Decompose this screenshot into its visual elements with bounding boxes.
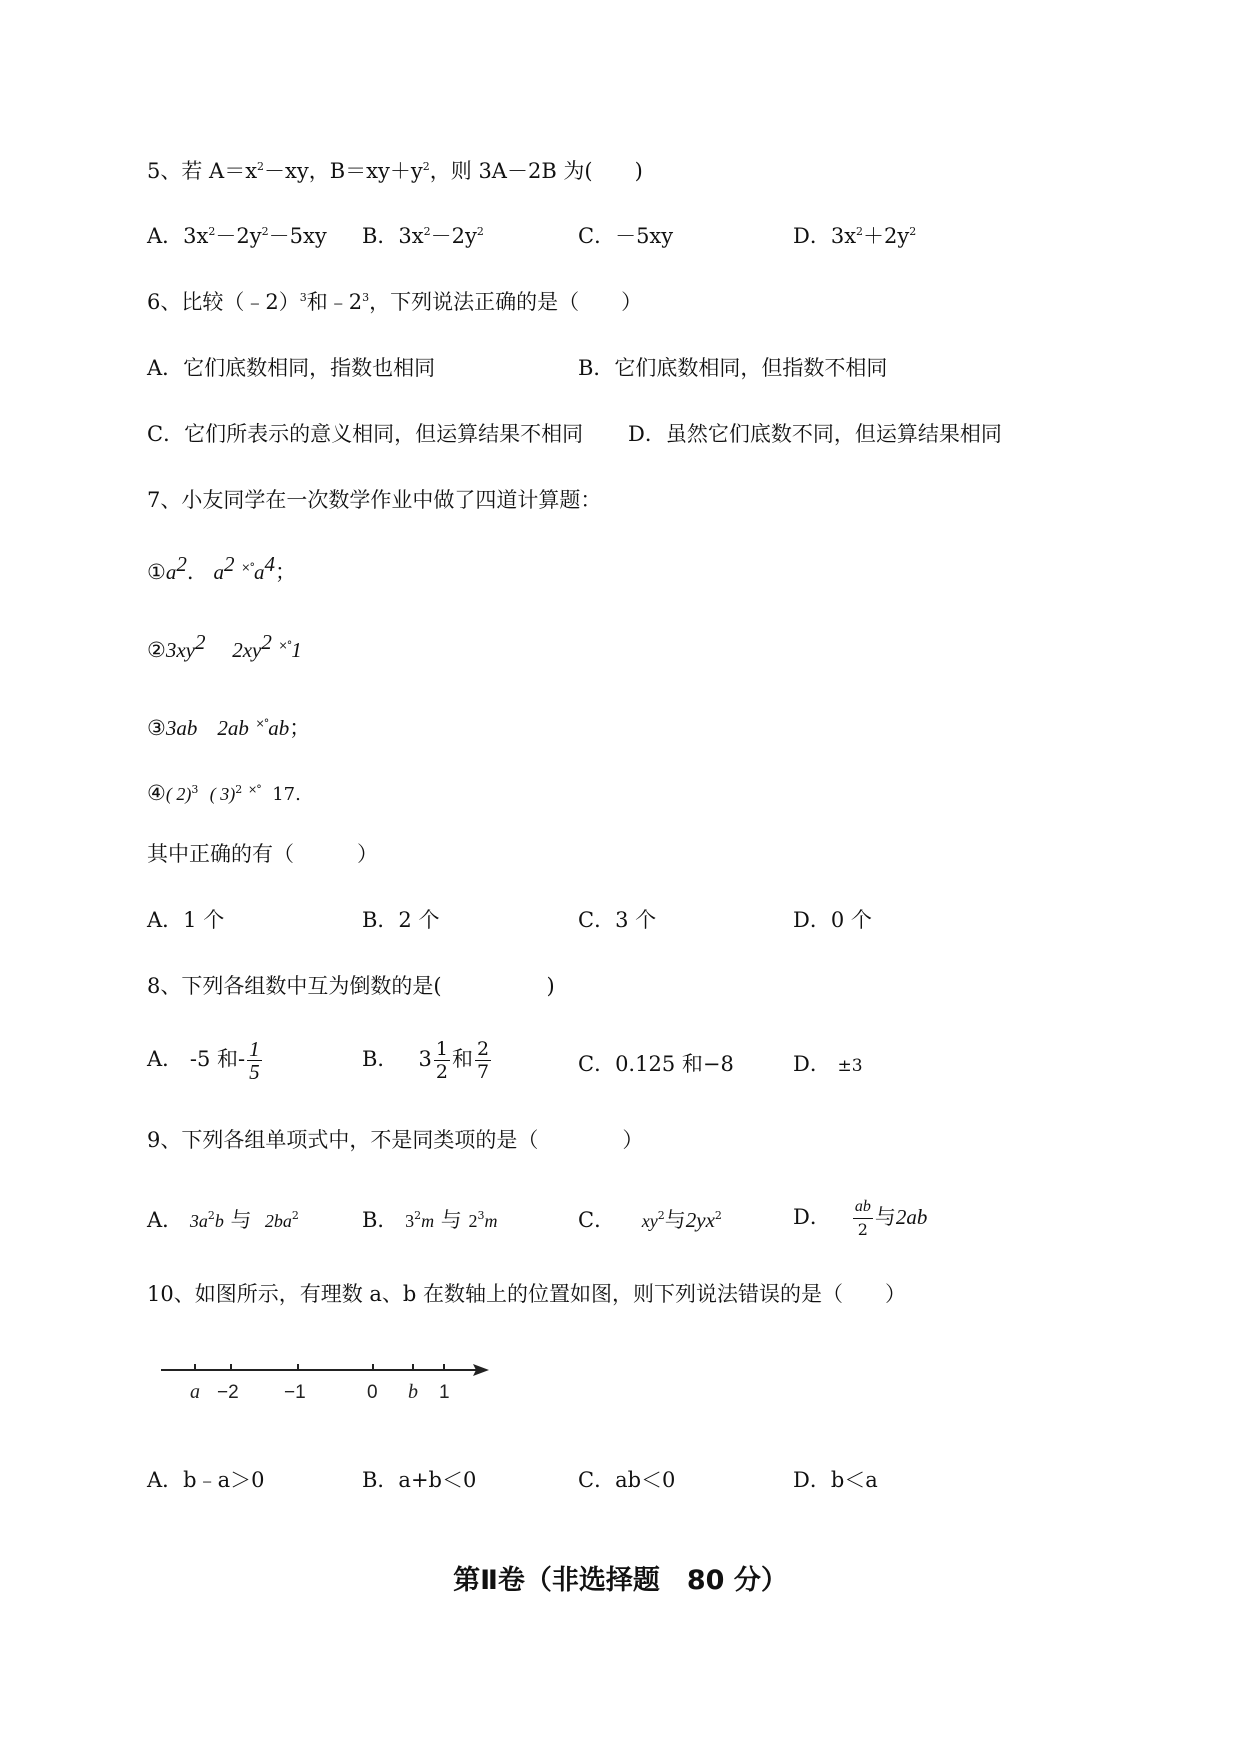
label-one: 1 xyxy=(439,1382,450,1403)
q6-stem: 6、比较（﹣2）$^3$和$﹣2^3$，下列说法正确的是（ ） xyxy=(147,290,643,314)
q7-option-a: A．1 个 xyxy=(147,908,225,932)
q7-option-c: C．3 个 xyxy=(578,908,657,932)
q6-option-d: D．虽然它们底数不同，但运算结果相同 xyxy=(628,422,1002,446)
number-line-figure xyxy=(155,1350,495,1412)
q5-stem: 5、若 $A=x^2-xy$，$B=xy+y^2$，则 3A－2B 为( ) xyxy=(147,159,643,183)
q8-option-b: B． 3 $\frac{1}{2}$ 和 $\frac{2}{7}$ xyxy=(362,1038,490,1083)
q9-option-c: C． $xy^2$与$2yx^2$ xyxy=(578,1208,722,1232)
q7-option-d: D．0 个 xyxy=(793,908,872,932)
q8-option-a: A． -5 和- $\frac{1}{5}$ xyxy=(147,1037,260,1084)
q6-option-c: C．它们所表示的意义相同，但运算结果不相同 xyxy=(147,422,584,446)
q8-stem: 8、下列各组数中互为倒数的是( ) xyxy=(147,974,555,998)
q7-stem: 7、小友同学在一次数学作业中做了四道计算题： xyxy=(147,488,602,512)
label-b: b xyxy=(408,1381,418,1403)
q6-option-a: A．它们底数相同，指数也相同 xyxy=(147,356,436,380)
q7-item-3: ③3ab 2ab ×°ab； xyxy=(147,716,311,740)
q5-option-d: D．$3x^2+2y^2$ xyxy=(793,224,917,248)
label-minus-2: −2 xyxy=(217,1382,239,1403)
section-title: 第Ⅱ卷（非选择题 80 分） xyxy=(453,1565,788,1596)
q10-stem: 10、如图所示，有理数 a、b 在数轴上的位置如图，则下列说法错误的是（ ） xyxy=(147,1282,907,1306)
q5-option-a: A．$3x^2-2y^2-5xy$ xyxy=(147,224,327,248)
q9-stem: 9、下列各组单项式中，不是同类项的是（ ） xyxy=(147,1128,644,1152)
q9-option-a: A． $3a^2b$ 与 $2ba^2$ xyxy=(147,1208,299,1232)
q8-option-c: C．0.125 和−8 xyxy=(578,1052,734,1076)
q10-option-d: D．b＜a xyxy=(793,1468,878,1492)
q5-option-b: B．$3x^2-2y^2$ xyxy=(362,224,484,248)
q10-option-b: B．a+b＜0 xyxy=(362,1468,477,1492)
q8-option-d: D． ±3 xyxy=(793,1052,863,1076)
q7-question: 其中正确的有（ ） xyxy=(147,842,378,866)
q7-item-1: $①a^2$. $a^2$ $^{\times^\circ}a^4$； xyxy=(147,552,296,584)
label-a: a xyxy=(190,1381,200,1403)
q9-option-d: D． $\frac{ab}{2}$ 与2ab xyxy=(793,1198,928,1239)
q7-option-b: B．2 个 xyxy=(362,908,440,932)
label-minus-1: −1 xyxy=(284,1382,306,1403)
q10-option-a: A．b﹣a＞0 xyxy=(147,1468,265,1492)
q10-option-c: C．ab＜0 xyxy=(578,1468,676,1492)
q6-option-b: B．它们底数相同，但指数不相同 xyxy=(578,356,888,380)
q9-option-b: B． $3^2m$ 与 $2^3m$ xyxy=(362,1208,498,1232)
q5-option-c: C．－5xy xyxy=(578,224,674,248)
q7-item-4: ④( 2)$^3$ ( 3)$^2$ ×° 17. xyxy=(147,781,301,805)
label-zero: 0 xyxy=(367,1382,378,1403)
q7-item-2: $②3xy^2$ $2xy^2$ ×°1 xyxy=(147,630,302,662)
